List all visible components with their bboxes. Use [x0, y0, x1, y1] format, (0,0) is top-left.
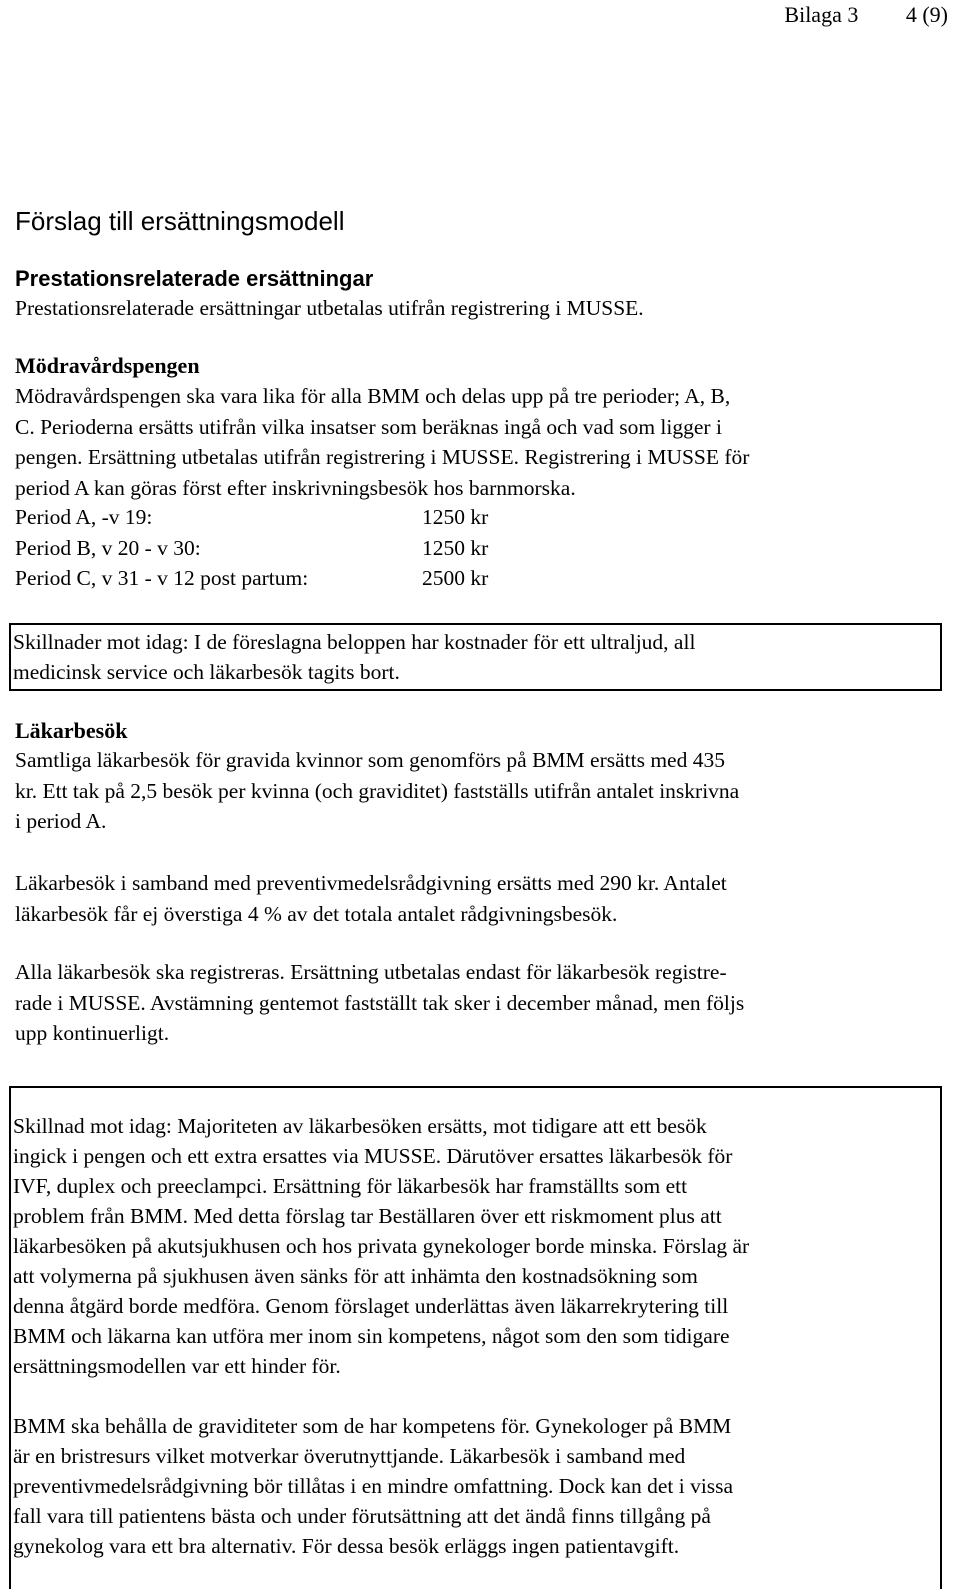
- text-line: IVF, duplex och preeclampci. Ersättning för läkarbesök har framställts som ett: [13, 1174, 688, 1198]
- text-line: gynekolog vara ett bra alternativ. För dessa besök erläggs ingen patientavgift.: [13, 1534, 680, 1558]
- text-line: rade i MUSSE. Avstämning gentemot fastställt tak sker i december månad, men följs: [15, 990, 745, 1015]
- text-line: läkarbesök får ej överstiga 4 % av det totala antalet rådgivningsbesök.: [15, 901, 618, 926]
- page-number: 4 (9): [905, 2, 948, 27]
- text-line: ingick i pengen och ett extra ersattes via MUSSE. Därutöver ersattes läkarbesök för: [13, 1144, 733, 1168]
- lakarbesok-paragraph-3: [15, 957, 915, 1049]
- text-line: ersättningsmodellen var ett hinder för.: [13, 1354, 341, 1378]
- text-line: Alla läkarbesök ska registreras. Ersättning utbetalas endast för läkarbesök registre-: [15, 960, 727, 984]
- period-row: [15, 563, 488, 593]
- text-line: problem från BMM. Med detta förslag tar Beställaren över ett riskmoment plus att: [13, 1204, 722, 1228]
- text-line: kr. Ett tak på 2,5 besök per kvinna (och graviditet) fastställs utifrån antalet inskrivna: [15, 778, 740, 803]
- period-amount: 1250 kr: [422, 505, 489, 529]
- period-row: [15, 533, 488, 563]
- text-line: upp kontinuerligt.: [15, 1021, 170, 1045]
- appendix-label: Bilaga 3: [784, 2, 859, 27]
- period-amount: 1250 kr: [422, 536, 489, 560]
- text-line: Skillnader mot idag: I de föreslagna beloppen har kostnader för ett ultraljud, all: [13, 630, 696, 654]
- page-header: [784, 0, 948, 30]
- text-line: läkarbesöken på akutsjukhusen och hos privata gynekologer borde minska. Förslag är: [13, 1234, 750, 1258]
- difference-box-modravard: [9, 623, 942, 691]
- text-line: medicinsk service och läkarbesök tagits bort.: [13, 660, 400, 684]
- prestation-text: Prestationsrelaterade ersättningar utbetalas utifrån registrering i MUSSE.: [15, 296, 644, 320]
- text-line: Skillnad mot idag: Majoriteten av läkarbesöken ersätts, mot tidigare att ett besök: [13, 1114, 707, 1138]
- period-label: Period A, -v 19:: [15, 505, 153, 529]
- text-line: Läkarbesök i samband med preventivmedelsrådgivning ersätts med 290 kr. Antalet: [15, 871, 727, 895]
- section-heading-lakarbesok: Läkarbesök: [15, 718, 128, 743]
- text-line: period A kan göras först efter inskrivningsbesök hos barnmorska.: [15, 475, 576, 500]
- text-line: fall vara till patientens bästa och under förutsättning att det ändå finns tillgång på: [13, 1504, 711, 1528]
- text-line: BMM och läkarna kan utföra mer inom sin kompetens, något som den som tidigare: [13, 1324, 730, 1348]
- lakarbesok-paragraph-2: [15, 868, 915, 929]
- text-line: Samtliga läkarbesök för gravida kvinnor som genomförs på BMM ersätts med 435: [15, 748, 725, 772]
- modravard-paragraph: [15, 381, 915, 503]
- document-title: Förslag till ersättningsmodell: [15, 206, 345, 236]
- period-label: Period C, v 31 - v 12 post partum:: [15, 566, 309, 590]
- text-line: att volymerna på sjukhusen även sänks för att inhämta den kostnadsökning som: [13, 1264, 698, 1288]
- text-line: är en bristresurs vilket motverkar överutnyttjande. Läkarbesök i samband med: [13, 1444, 686, 1468]
- period-amount: 2500 kr: [422, 566, 489, 590]
- paragraph-gap: [13, 1381, 940, 1411]
- text-line: C. Perioderna ersätts utifrån vilka insatser som beräknas ingå och vad som ligger i: [15, 414, 722, 439]
- text-line: i period A.: [15, 809, 107, 833]
- text-line: BMM ska behålla de graviditeter som de har kompetens för. Gynekologer på BMM: [13, 1414, 732, 1438]
- text-line: Mödravårdspengen ska vara lika för alla BMM och delas upp på tre perioder; A, B,: [15, 384, 731, 408]
- text-line: preventivmedelsrådgivning bör tillåtas i en mindre omfattning. Dock kan det i vissa: [13, 1474, 734, 1498]
- lakarbesok-paragraph-1: [15, 745, 915, 837]
- text-line: pengen. Ersättning utbetalas utifrån registrering i MUSSE. Registrering i MUSSE för: [15, 445, 750, 469]
- text-line: denna åtgärd borde medföra. Genom förslaget underlättas även läkarrekrytering till: [13, 1294, 729, 1318]
- section-heading-modravard: Mödravårdspengen: [15, 353, 200, 378]
- period-row: [15, 502, 488, 532]
- difference-box-lakarbesok: [9, 1086, 942, 1589]
- section-heading-prestation: Prestationsrelaterade ersättningar: [15, 266, 374, 291]
- period-label: Period B, v 20 - v 30:: [15, 536, 201, 560]
